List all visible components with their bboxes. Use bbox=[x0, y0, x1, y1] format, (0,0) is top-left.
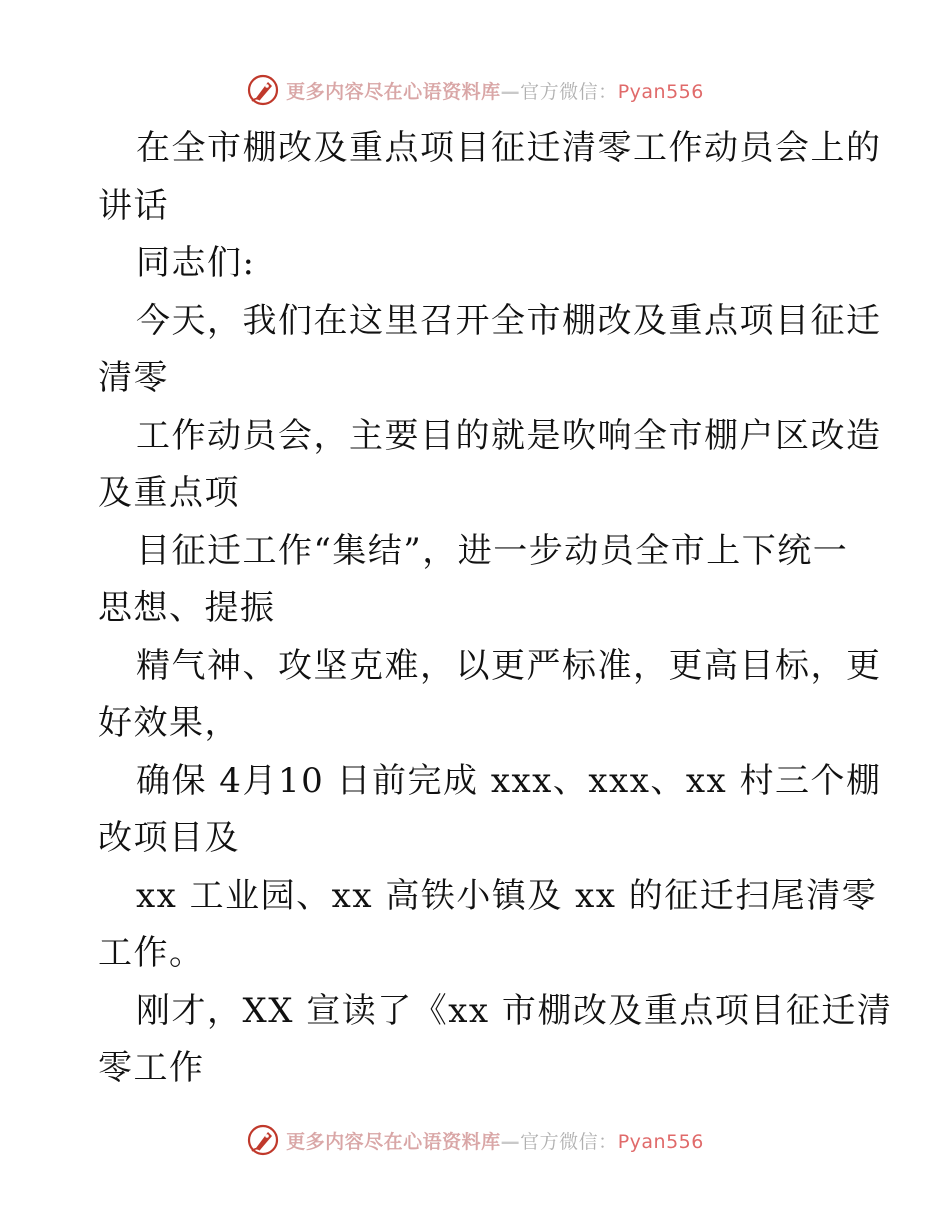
header-banner bbox=[0, 70, 950, 110]
paragraph-line: 刚才，XX 宣读了《xx 市棚改及重点项目征迁清 bbox=[136, 990, 893, 1031]
paragraph-line: 目征迁工作“集结”，进一步动员全市上下统一 bbox=[136, 530, 849, 571]
banner-brand-text: 更多内容尽在心语资料库 bbox=[286, 80, 501, 103]
paragraph-line: 思想、提振 bbox=[98, 588, 276, 628]
paragraph-line: 精气神、攻坚克难，以更严标准，更高目标，更 bbox=[136, 645, 882, 686]
pen-nib-logo-icon bbox=[246, 1123, 280, 1157]
paragraph-line: 好效果， bbox=[98, 703, 240, 743]
paragraph-line: xx 工业园、xx 高铁小镇及 xx 的征迁扫尾清零 bbox=[136, 875, 878, 916]
document-title-line-2: 讲话 bbox=[98, 185, 169, 226]
banner-wechat-id: Pyan556 bbox=[617, 80, 704, 103]
banner-dash: — bbox=[500, 80, 521, 103]
paragraph-line: 工作。 bbox=[98, 933, 205, 973]
paragraph-line: 改项目及 bbox=[98, 818, 240, 858]
banner-brand-text: 更多内容尽在心语资料库 bbox=[286, 1130, 501, 1153]
banner-wechat-label: 官方微信： bbox=[520, 80, 618, 103]
paragraph-line: 及重点项 bbox=[98, 473, 240, 513]
paragraph-line: 确保 4月10 日前完成 xxx、xxx、xx 村三个棚 bbox=[136, 760, 882, 801]
paragraph-line: 零工作 bbox=[98, 1048, 205, 1088]
salutation: 同志们: bbox=[136, 243, 256, 283]
banner-wechat-label: 官方微信： bbox=[520, 1130, 618, 1153]
pen-nib-logo-icon bbox=[246, 73, 280, 107]
paragraph-line: 工作动员会，主要目的就是吹响全市棚户区改造 bbox=[136, 415, 882, 456]
paragraph-line: 清零 bbox=[98, 358, 169, 398]
document-title-line-1: 在全市棚改及重点项目征迁清零工作动员会上的 bbox=[136, 128, 882, 168]
footer-banner bbox=[0, 1120, 950, 1160]
banner-dash: — bbox=[500, 1130, 521, 1153]
banner-wechat-id: Pyan556 bbox=[617, 1130, 704, 1153]
paragraph-line: 今天，我们在这里召开全市棚改及重点项目征迁 bbox=[136, 300, 882, 341]
document-body bbox=[98, 120, 893, 1098]
